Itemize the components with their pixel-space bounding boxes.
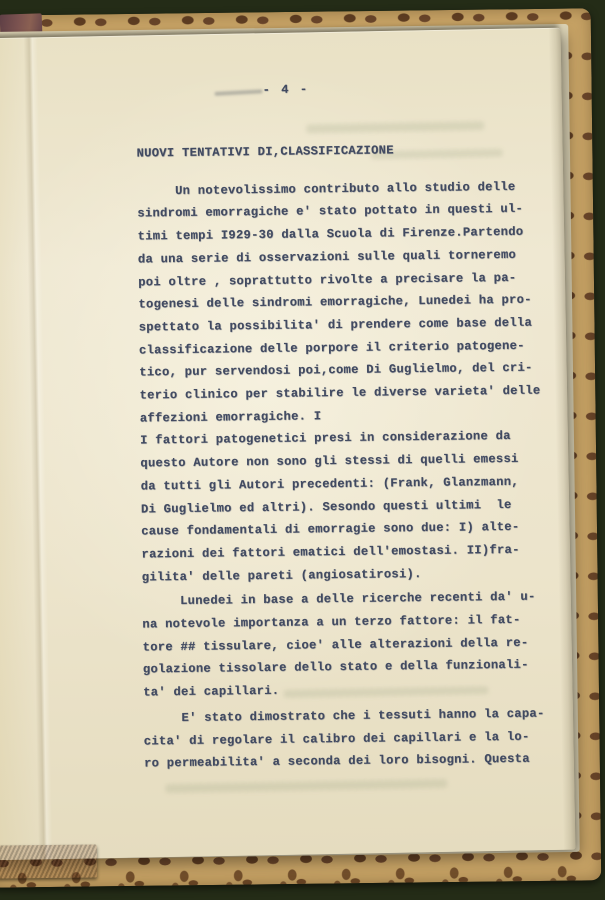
typed-line: affezioni emorragiche. I — [139, 408, 322, 426]
typed-line: ro permeabilita' a seconda dei loro bisogni. Questa — [143, 752, 530, 771]
paragraph-2 — [140, 425, 556, 589]
ink-smudge — [214, 89, 262, 96]
paragraph-1 — [137, 175, 554, 430]
page-number: - 4 - — [262, 82, 310, 98]
typed-line: terio clinico per stabilire le diverse varieta' delle — [139, 383, 541, 403]
typed-line: da tutti gli Autori precedenti: (Frank, Glanzmann, — [140, 474, 519, 494]
document-page — [0, 28, 575, 861]
typed-line: cause fondamentali di emorragie sono due: I) alte- — [141, 520, 520, 539]
typed-line: tore ## tissulare, cioe' alle alterazioni della re- — [142, 635, 529, 655]
typed-line: razioni dei fattori ematici dell'emostasi. II)fra- — [141, 542, 520, 562]
typed-text-block — [136, 137, 558, 775]
leather-spine-bottom — [0, 844, 97, 878]
typed-line: questo Autore non sono gli stessi di quelli emessi — [140, 451, 519, 471]
typed-line: sindromi emorragiche e' stato pottato in questi ul- — [137, 202, 524, 221]
paragraph-3 — [142, 586, 557, 705]
bleed-through-ghost — [306, 121, 484, 133]
typed-line: da una serie di osservazioni sulle quali torneremo — [137, 247, 517, 267]
bleed-through-ghost — [165, 779, 447, 793]
typed-line: gilita' delle pareti (angiosatirosi). — [141, 566, 422, 585]
typed-line: I fattori patogenetici presi in considerazione da — [140, 429, 511, 448]
typed-line: na notevole importanza a un terzo fattore: il fat- — [142, 612, 521, 632]
typed-line: E' stato dimostrato che i tessuti hanno la capa- — [181, 706, 545, 725]
typed-line: poi oltre , soprattutto rivolte a precisare la pa- — [138, 270, 517, 290]
typed-line: togenesi delle sindromi emorragiche, Lunedei ha pro- — [138, 292, 532, 312]
typed-line: golazione tissolare dello stato e della funzionali- — [142, 658, 529, 677]
paragraph-4 — [143, 702, 558, 775]
typed-line: spettato la possibilita' di prendere come base della — [138, 315, 533, 335]
typed-line: classificazione delle porpore il criterio patogene- — [138, 338, 525, 358]
typed-line: Un notevolissimo contributo allo studio delle — [174, 179, 516, 198]
typed-line: tico, pur servendosi poi,come Di Guglielmo, del cri- — [139, 361, 533, 380]
typed-line: timi tempi I929-30 dalla Scuola di Firenze.Partendo — [137, 224, 524, 244]
typed-line: ta' dei capillari. — [143, 683, 280, 700]
section-heading: NUOVI TENTATIVI DI,CLASSIFICAZIONE — [136, 143, 394, 161]
typed-line: Di Guglielmo ed altri). Sesondo questi ultimi le — [140, 497, 512, 517]
typed-line: cita' di regolare il calibro dei capillari e la lo- — [143, 729, 530, 749]
typed-line: Lunedei in base a delle ricerche recenti da' u- — [179, 590, 536, 609]
